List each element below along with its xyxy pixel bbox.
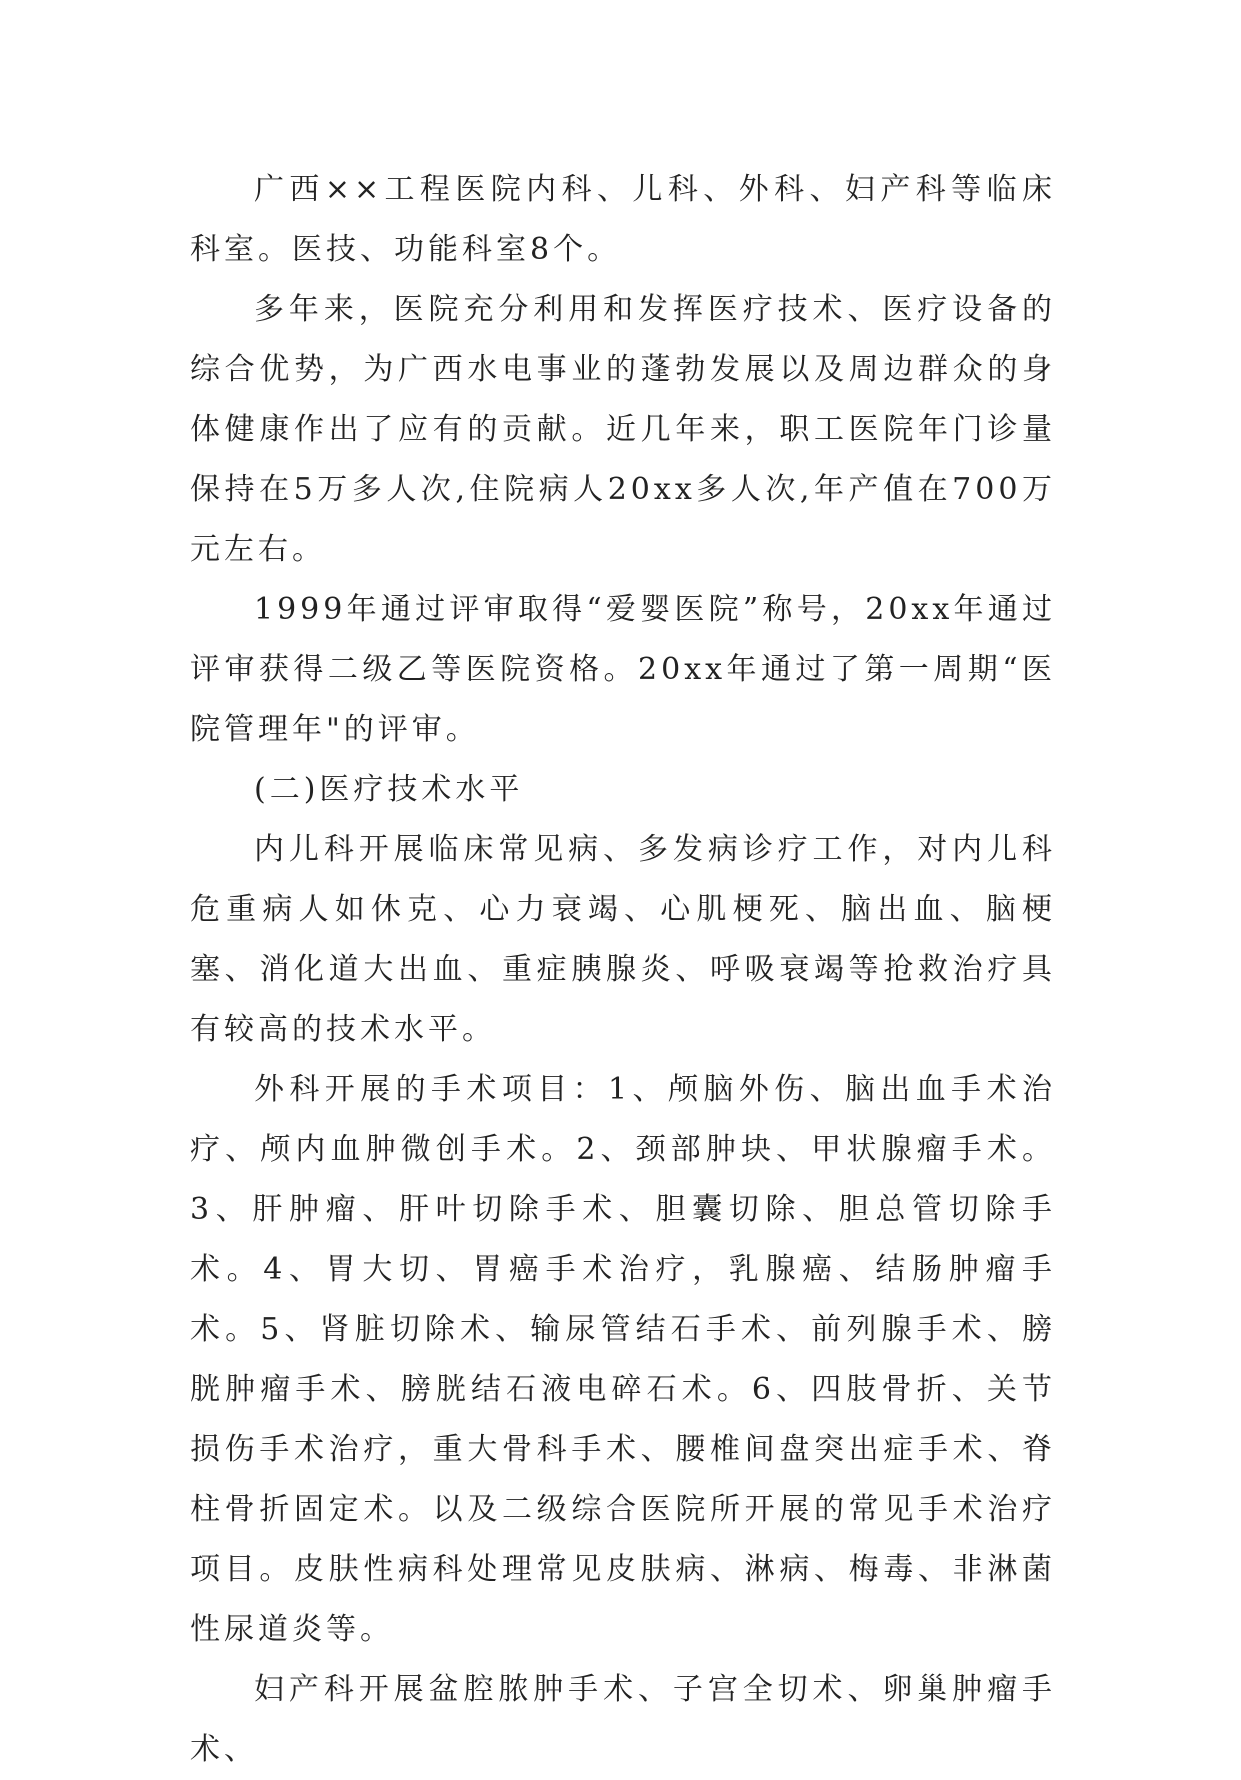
document-body: [190, 160, 1056, 1780]
paragraph-surgery: 外科开展的手术项目：1、颅脑外伤、脑出血手术治疗、颅内血肿微创手术。2、颈部肿块、甲状腺瘤手术。3、肝肿瘤、肝叶切除手术、胆囊切除、胆总管切除手术。4、胃大切、胃癌手术治疗，乳腺癌、结肠肿瘤手术。5、肾脏切除术、输尿管结石手术、前列腺手术、膀胱肿瘤手术、膀胱结石液电碎石术。6、四肢骨折、关节损伤手术治疗，重大骨科手术、腰椎间盘突出症手术、脊柱骨折固定术。以及二级综合医院所开展的常见手术治疗项目。皮肤性病科处理常见皮肤病、淋病、梅毒、非淋菌性尿道炎等。: [190, 1072, 1056, 1647]
paragraph-accreditation: 1999年通过评审取得“爱婴医院”称号，20xx年通过评审获得二级乙等医院资格。20xx年通过了第一周期“医院管理年"的评审。: [190, 592, 1056, 747]
paragraph-internal-pediatrics: 内儿科开展临床常见病、多发病诊疗工作，对内儿科危重病人如休克、心力衰竭、心肌梗死、脑出血、脑梗塞、消化道大出血、重症胰腺炎、呼吸衰竭等抢救治疗具有较高的技术水平。: [190, 832, 1056, 1047]
paragraph-departments: 广西××工程医院内科、儿科、外科、妇产科等临床科室。医技、功能科室8个。: [190, 172, 1056, 267]
paragraph-achievements: 多年来，医院充分利用和发挥医疗技术、医疗设备的综合优势，为广西水电事业的蓬勃发展以及周边群众的身体健康作出了应有的贡献。近几年来，职工医院年门诊量保持在5万多人次,住院病人20xx多人次,年产值在700万元左右。: [190, 292, 1056, 567]
section-heading-medical-technology: (二)医疗技术水平: [254, 772, 524, 807]
paragraph-obstetrics-gynecology: 妇产科开展盆腔脓肿手术、子宫全切术、卵巢肿瘤手术、: [190, 1672, 1056, 1767]
